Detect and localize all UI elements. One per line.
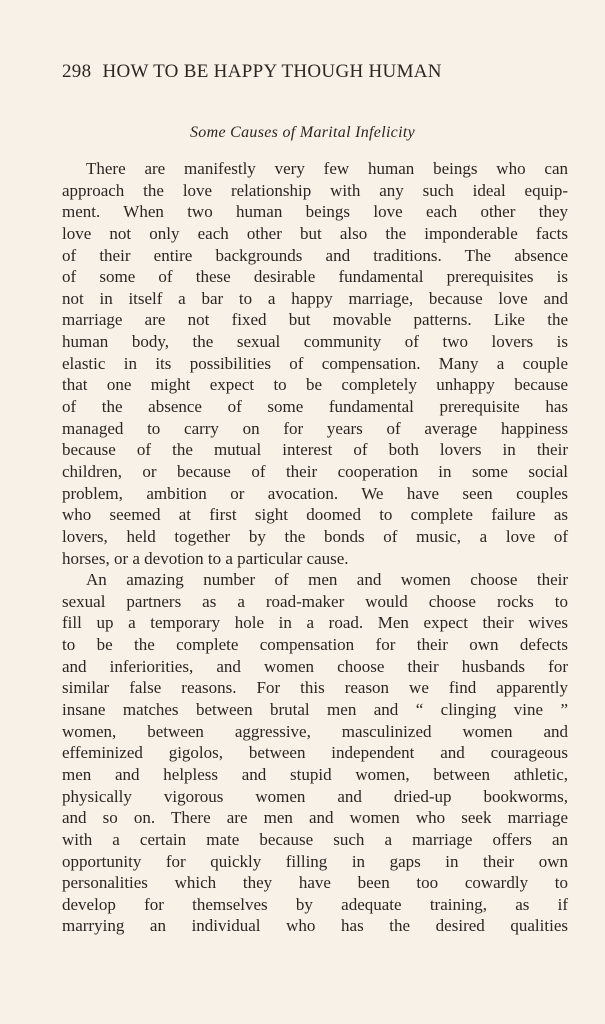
paragraph — [62, 158, 568, 569]
text-line: because of the mutual interest of both lovers in their — [62, 440, 568, 460]
text-line: love not only each other but also the imponderable facts — [62, 223, 568, 243]
text-line: sexual partners as a road-maker would choose rocks to — [62, 591, 568, 611]
text-line: children, or because of their cooperation in some social — [62, 461, 568, 481]
text-line: personalities which they have been too cowardly to — [62, 873, 568, 893]
text-line: marrying an individual who has the desired qualities — [62, 916, 568, 936]
text-line: managed to carry on for years of average happiness — [62, 418, 568, 438]
page-number: 298 — [62, 61, 92, 82]
text-line: with a certain mate because such a marriage offers an — [62, 829, 568, 849]
text-line: There are manifestly very few human beings who can — [86, 159, 568, 178]
text-line: not in itself a bar to a happy marriage, because love and — [62, 288, 568, 308]
text-line: An amazing number of men and women choose their — [86, 570, 568, 590]
text-line: problem, ambition or avocation. We have seen couples — [62, 483, 568, 503]
text-line: to be the complete compensation for their own defects — [62, 635, 568, 655]
text-line: effeminized gigolos, between independent and courageous — [62, 743, 568, 763]
text-line: and so on. There are men and women who seek marriage — [62, 808, 568, 828]
running-head — [62, 61, 570, 83]
section-title: Some Causes of Marital Infelicity — [190, 124, 415, 141]
text-line: marriage are not fixed but movable patterns. Like the — [62, 310, 568, 330]
text-line: elastic in its possibilities of compensation. Many a couple — [62, 353, 568, 373]
text-line: women, between aggressive, masculinized women and — [62, 721, 568, 741]
text-line: that one might expect to be completely unhappy because — [62, 375, 568, 395]
text-line: of the absence of some fundamental prerequisite has — [62, 397, 568, 417]
text-line: similar false reasons. For this reason we find apparently — [62, 678, 568, 698]
text-line: who seemed at first sight doomed to complete failure as — [62, 505, 568, 525]
book-title: HOW TO BE HAPPY THOUGH HUMAN — [102, 61, 442, 82]
text-line: ment. When two human beings love each other they — [62, 202, 568, 222]
text-line: human body, the sexual community of two lovers is — [62, 332, 568, 352]
text-line: of their entire backgrounds and traditions. The absence — [62, 245, 568, 265]
text-line: of some of these desirable fundamental prerequisites is — [62, 267, 568, 287]
text-line: insane matches between brutal men and “ clinging vine ” — [62, 700, 568, 720]
paragraph — [62, 569, 568, 937]
text-line: develop for themselves by adequate training, as if — [62, 894, 568, 914]
text-line: and inferiorities, and women choose their husbands for — [62, 656, 568, 676]
text-line: horses, or a devotion to a particular cause. — [62, 548, 349, 568]
text-line: physically vigorous women and dried-up bookworms, — [62, 786, 568, 806]
text-line: fill up a temporary hole in a road. Men expect their wives — [62, 613, 568, 633]
text-line: opportunity for quickly filling in gaps in their own — [62, 851, 568, 871]
text-line: approach the love relationship with any such ideal equip- — [62, 180, 568, 200]
text-line: lovers, held together by the bonds of music, a love of — [62, 526, 568, 546]
body-text — [62, 158, 568, 937]
text-line: men and helpless and stupid women, between athletic, — [62, 764, 568, 784]
